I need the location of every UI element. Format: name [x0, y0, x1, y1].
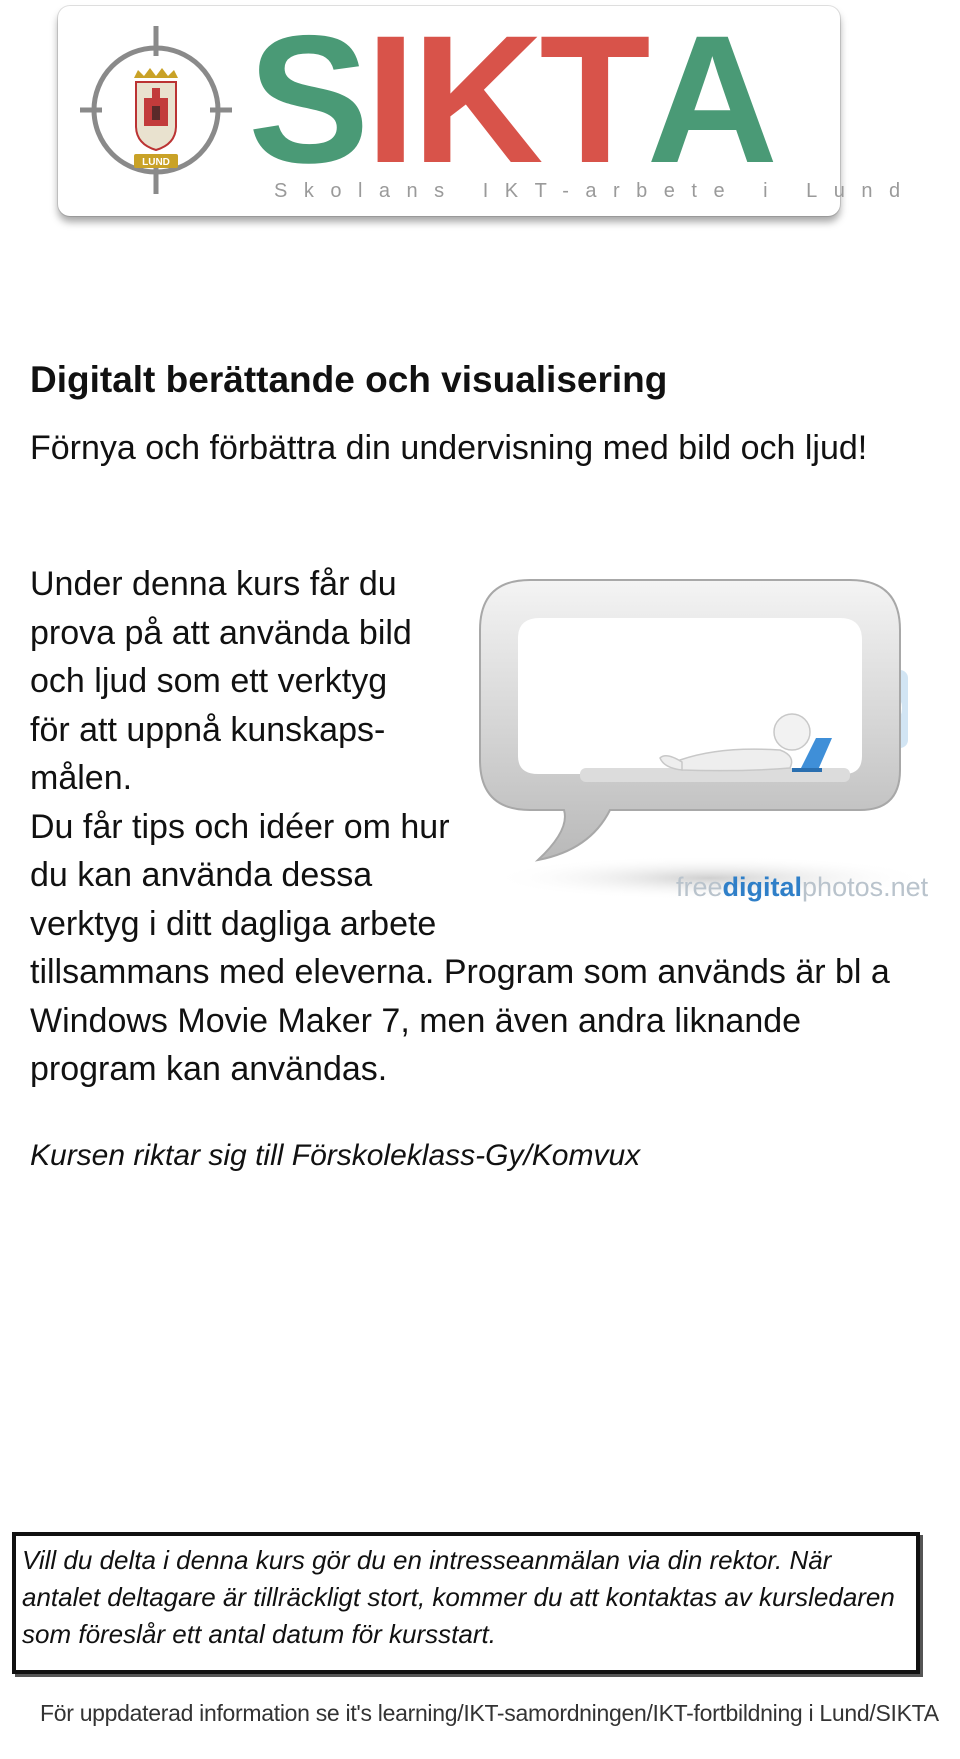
logo-letter: K [411, 0, 540, 201]
target-audience: Kursen riktar sig till Förskoleklass-Gy/Komvux [30, 1139, 641, 1172]
body-line: Du får tips och idéer om hur [30, 807, 450, 846]
logo-letter: S [248, 0, 366, 201]
body-line: Under denna kurs får du [30, 565, 397, 603]
page-title: Digitalt berättande och visualisering [30, 359, 668, 400]
body-line: för att uppnå kunskaps- [30, 710, 386, 749]
city-coat-of-arms-icon [134, 68, 178, 168]
body-line: verktyg i ditt dagliga arbete [30, 904, 437, 943]
logo-letter: A [646, 0, 775, 201]
sikta-logo [58, 0, 917, 216]
body-line: program kan användas. [30, 1050, 388, 1088]
image-watermark: freedigitalphotos.net [676, 872, 929, 902]
body-line: du kan använda dessa [30, 856, 373, 894]
body-line: prova på att använda bild [30, 613, 412, 652]
body-line: Windows Movie Maker 7, men även andra liknande [30, 1001, 802, 1040]
body-paragraph [30, 560, 950, 1094]
logo-letter: I [365, 0, 412, 201]
body-line: målen. [30, 759, 133, 797]
lead-paragraph: Förnya och förbättra din undervisning med bild och ljud! [30, 429, 868, 467]
logo-letter: T [539, 0, 647, 201]
logo-tagline: Skolans IKT-arbete i Lund [274, 180, 917, 202]
emblem-label: LUND [142, 157, 170, 168]
notice-text: Vill du delta i denna kurs gör du en intresseanmälan via din rektor. När antalet deltagare är tillräckligt stort, kommer du att kontaktas av kursledaren som föreslår ett antal datum för kursstart. [22, 1545, 895, 1649]
registration-notice [12, 1532, 920, 1674]
crosshair-target-icon [80, 26, 232, 194]
footer-info: För uppdaterad information se it's learning/IKT-samordningen/IKT-fortbildning i Lund/SIKTA [40, 1700, 939, 1726]
body-line: och ljud som ett verktyg [30, 662, 388, 700]
body-line: tillsammans med eleverna. Program som används är bl a [30, 953, 890, 991]
